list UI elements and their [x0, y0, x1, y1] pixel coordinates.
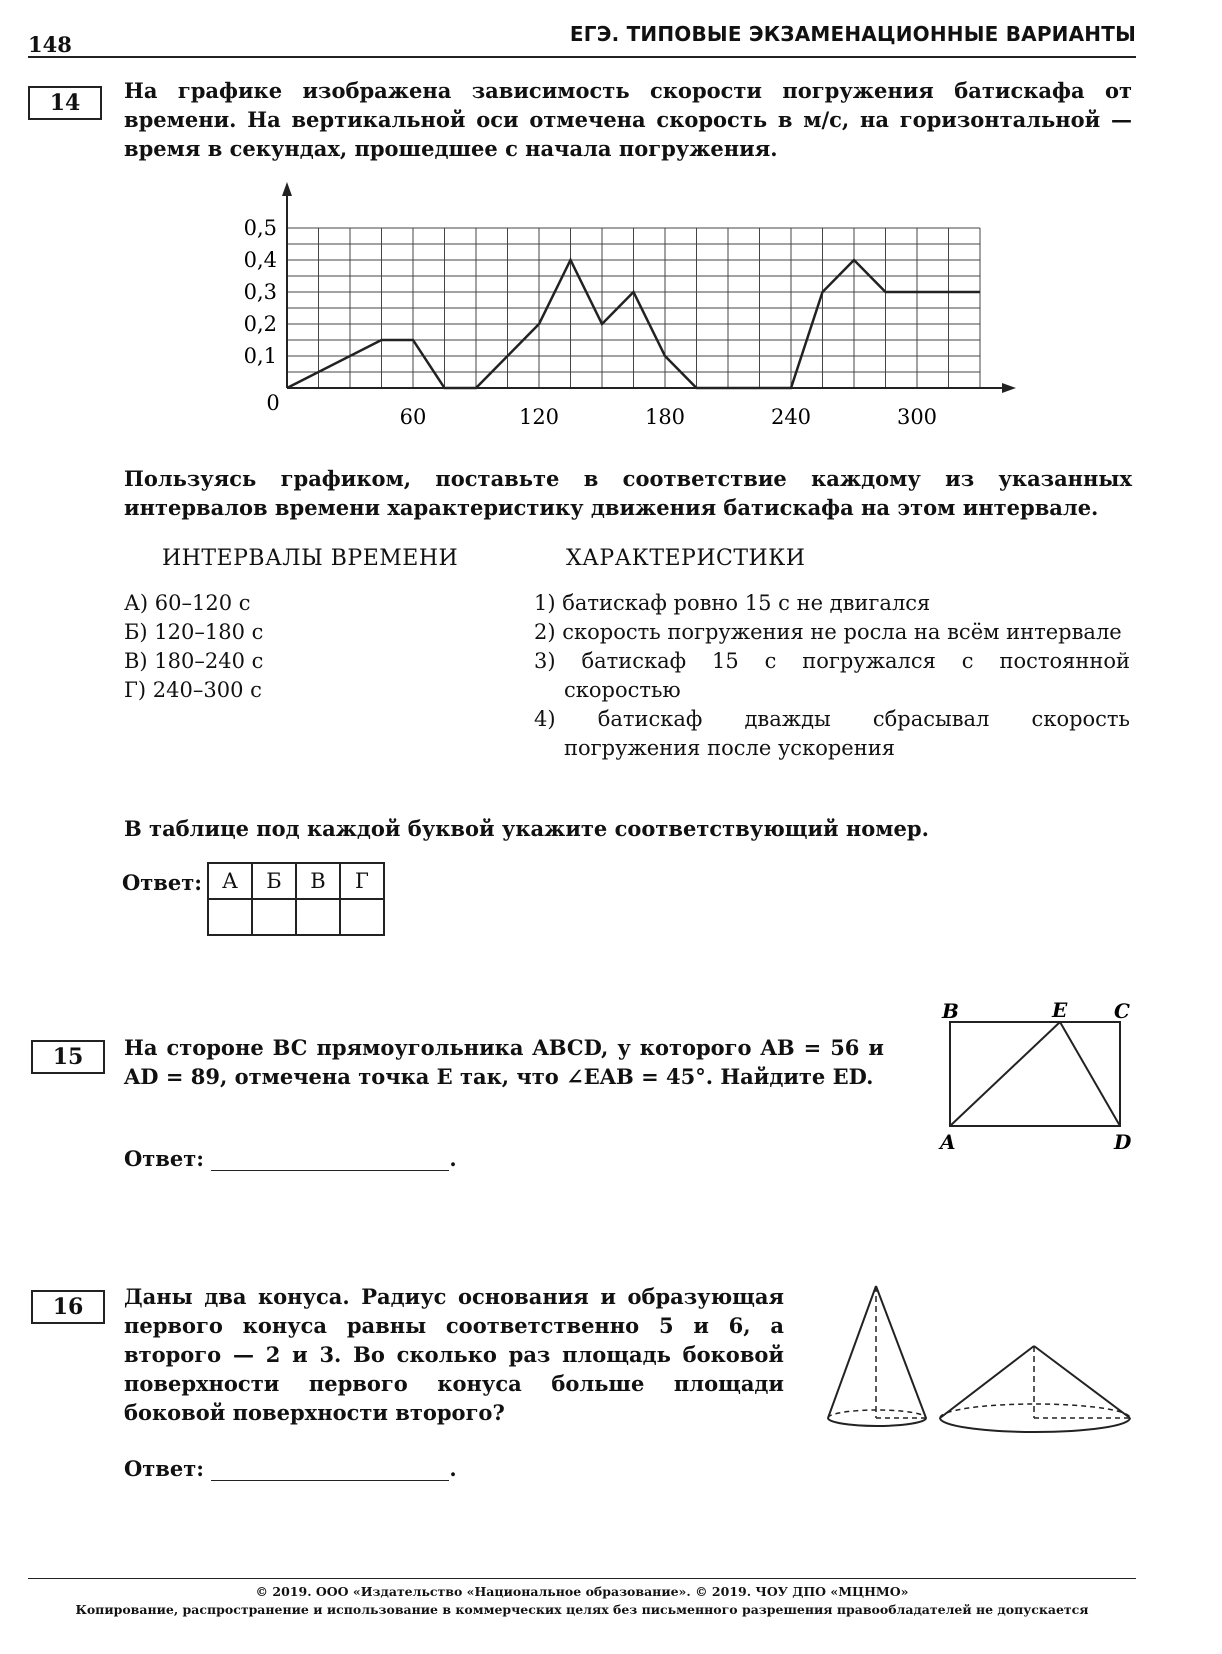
label-c: C — [1114, 999, 1130, 1023]
interval-g: Г) 240–300 с — [124, 678, 262, 702]
characteristic-3: 3) батискаф 15 с погружался с постоянной скоростью — [534, 649, 1130, 702]
origin-label: 0 — [266, 391, 280, 415]
y-tick-label: 0,4 — [243, 248, 277, 272]
task-16-number: 16 — [31, 1290, 105, 1324]
footer-divider — [28, 1578, 1136, 1579]
task-15-answer-field[interactable] — [211, 1148, 449, 1171]
y-tick-label: 0,3 — [243, 280, 277, 304]
footer-copyright: © 2019. ООО «Издательство «Национальное образование». © 2019. ЧОУ ДПО «МЦНМО» — [255, 1584, 909, 1599]
task-16-answer-label: Ответ: — [124, 1456, 205, 1481]
task-15-number: 15 — [31, 1040, 105, 1074]
task-16-answer: Ответ: . — [124, 1456, 457, 1481]
x-tick-label: 300 — [896, 405, 938, 429]
task-14-answer-table — [207, 862, 385, 936]
label-b: B — [942, 999, 959, 1023]
chart-tick-labels — [244, 216, 937, 429]
task-14-instruction: Пользуясь графиком, поставьте в соответствие каждому из указанных интервалов времени характеристику движения батискафа на этом интервале. — [124, 466, 1132, 520]
label-d: D — [1114, 1130, 1132, 1154]
task-16-text: Даны два конуса. Радиус основания и образующая первого конуса равны соответственно 5 и 6, а второго — 2 и 3. Во сколько раз площадь боковой поверхности первого конуса больше площади боковой поверхности второго? — [124, 1284, 784, 1425]
chart-axes — [282, 182, 1016, 393]
y-tick-label: 0,2 — [243, 312, 277, 336]
answer-col-b: Б — [252, 863, 296, 899]
chart-grid — [287, 228, 980, 388]
y-axis-arrow — [282, 182, 292, 196]
answer-cell-b[interactable] — [252, 899, 296, 935]
header-divider — [28, 56, 1136, 58]
answer-cell-v[interactable] — [296, 899, 340, 935]
interval-v: В) 180–240 с — [124, 649, 264, 673]
footer-license: Копирование, распространение и использование в коммерческих целях без письменного разрешения правообладателей не допускается — [75, 1602, 1089, 1617]
intervals-list — [124, 589, 424, 705]
two-cones-figure — [820, 1276, 1140, 1446]
answer-cell-a[interactable] — [208, 899, 252, 935]
task-15-answer-label: Ответ: — [124, 1146, 205, 1171]
label-e: E — [1052, 998, 1068, 1022]
task-14-number: 14 — [28, 86, 102, 120]
task-15-answer: Ответ: . — [124, 1146, 457, 1171]
book-title: ЕГЭ. ТИПОВЫЕ ЭКЗАМЕНАЦИОННЫЕ ВАРИАНТЫ — [569, 22, 1136, 46]
task-16-answer-field[interactable] — [211, 1458, 449, 1481]
cone-2 — [940, 1346, 1130, 1432]
cone-1 — [828, 1286, 926, 1426]
x-tick-label: 60 — [399, 405, 427, 429]
characteristics-list — [534, 589, 1130, 763]
rectangle-abcd-figure — [930, 990, 1140, 1160]
answer-col-g: Г — [340, 863, 384, 899]
label-a: A — [940, 1130, 956, 1154]
characteristic-1: 1) батискаф ровно 15 с не двигался — [534, 591, 931, 615]
task-14-text: На графике изображена зависимость скорости погружения батискафа от времени. На вертикальной оси отмечена скорость в м/с, на горизонтальной — время в секундах, прошедшее с начала погружения. — [124, 78, 1132, 161]
task-15-text: На стороне BC прямоугольника ABCD, у которого AB = 56 и AD = 89, отмечена точка E так, что ∠EAB = 45°. Найдите ED. — [124, 1035, 884, 1089]
characteristic-4: 4) батискаф дважды сбрасывал скорость погружения после ускорения — [534, 707, 1130, 760]
segment-ed — [1060, 1022, 1120, 1126]
answer-col-a: А — [208, 863, 252, 899]
characteristics-heading: ХАРАКТЕРИСТИКИ — [566, 546, 806, 571]
y-tick-label: 0,1 — [243, 344, 277, 368]
characteristic-2: 2) скорость погружения не росла на всём интервале — [534, 620, 1122, 644]
x-axis-arrow — [1002, 383, 1016, 393]
task-14-table-instruction: В таблице под каждой буквой укажите соответствующий номер. — [124, 816, 929, 841]
answer-cell-g[interactable] — [340, 899, 384, 935]
intervals-heading: ИНТЕРВАЛЫ ВРЕМЕНИ — [162, 546, 459, 571]
segment-ae — [950, 1022, 1060, 1126]
interval-a: А) 60–120 с — [124, 591, 251, 615]
task-14-answer-label: Ответ: — [122, 870, 203, 895]
rectangle-abcd — [950, 1022, 1120, 1126]
page-number: 148 — [28, 32, 72, 57]
answer-col-v: В — [296, 863, 340, 899]
x-tick-label: 240 — [770, 405, 812, 429]
y-tick-label: 0,5 — [243, 216, 277, 240]
x-tick-label: 180 — [644, 405, 686, 429]
speed-time-chart — [220, 180, 1040, 440]
x-tick-label: 120 — [518, 405, 560, 429]
interval-b: Б) 120–180 с — [124, 620, 264, 644]
